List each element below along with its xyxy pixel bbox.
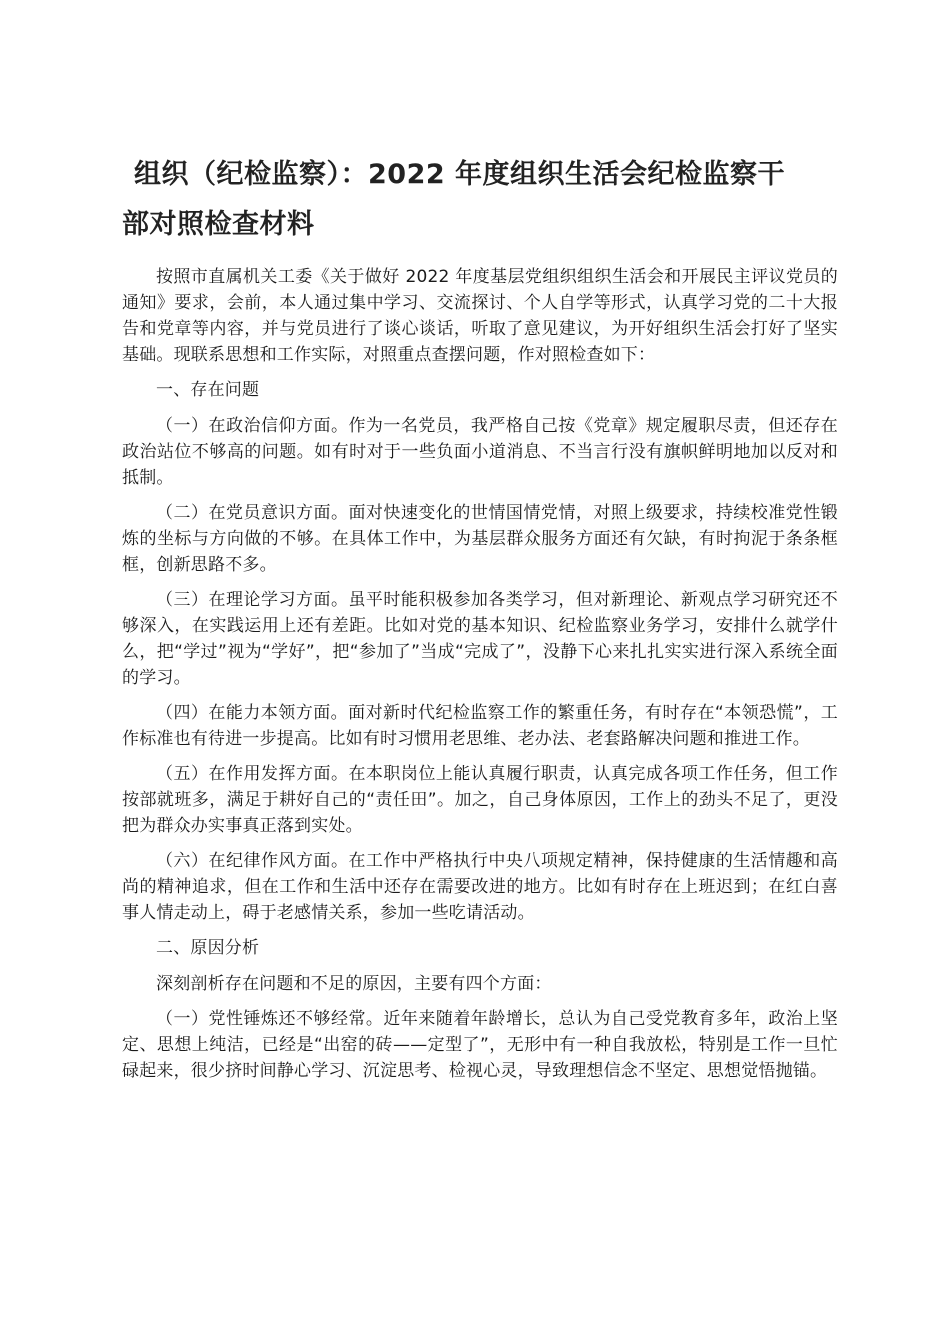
cause-intro-paragraph: 深刻剖析存在问题和不足的原因，主要有四个方面： — [156, 974, 552, 994]
problem-paragraph-3: （三）在理论学习方面。虽平时能积极参加各类学习，但对新理论、新观点学习研究还不够深入，在实践运用上还有差距。比如对党的基本知识、纪检监察业务学习，安排什么就学什么，把“学过”视为“学好”，把“参加了”当成“完成了”，没静下心来扎扎实实进行深入系统全面的学习。 — [122, 590, 838, 688]
problem-paragraph-6: （六）在纪律作风方面。在工作中严格执行中央八项规定精神，保持健康的生活情趣和高尚的精神追求，但在工作和生活中还存在需要改进的地方。比如有时存在上班迟到；在红白喜事人情走动上，碍于老感情关系，参加一些吃请活动。 — [122, 851, 838, 923]
intro-paragraph: 按照市直属机关工委《关于做好 2022 年度基层党组织组织生活会和开展民主评议党员的通知》要求，会前，本人通过集中学习、交流探讨、个人自学等形式，认真学习党的二十大报告和党章等内容，并与党员进行了谈心谈话，听取了意见建议，为开好组织生活会打好了坚实基础。现联系思想和工作实际，对照重点查摆问题，作对照检查如下： — [122, 267, 838, 365]
problem-paragraph-4: （四）在能力本领方面。面对新时代纪检监察工作的繁重任务，有时存在“本领恐慌”，工作标准也有待进一步提高。比如有时习惯用老思维、老办法、老套路解决问题和推进工作。 — [122, 703, 838, 749]
section-heading-causes: 二、原因分析 — [156, 938, 260, 958]
document-body — [122, 264, 838, 1084]
document-page — [122, 150, 838, 1093]
problem-paragraph-2: （二）在党员意识方面。面对快速变化的世情国情党情，对照上级要求，持续校准党性锻炼的坐标与方向做的不够。在具体工作中，为基层群众服务方面还有欠缺，有时拘泥于条条框框，创新思路不多。 — [122, 503, 838, 575]
problem-paragraph-5: （五）在作用发挥方面。在本职岗位上能认真履行职责，认真完成各项工作任务，但工作按部就班多，满足于耕好自己的“责任田”。加之，自己身体原因，工作上的劲头不足了，更没把为群众办实事真正落到实处。 — [122, 764, 838, 836]
section-heading-problems: 一、存在问题 — [156, 380, 260, 400]
cause-paragraph-1: （一）党性锤炼还不够经常。近年来随着年龄增长，总认为自己受党教育多年，政治上坚定、思想上纯洁，已经是“出窑的砖——定型了”，无形中有一种自我放松，特别是工作一旦忙碌起来，很少挤时间静心学习、沉淀思考、检视心灵，导致理想信念不坚定、思想觉悟抛锚。 — [122, 1009, 838, 1081]
title-line-1: 组织（纪检监察）：2022 年度组织生活会纪检监察干 — [134, 159, 786, 190]
document-title — [122, 150, 838, 250]
title-line-2: 部对照检查材料 — [122, 209, 315, 240]
problem-paragraph-1: （一）在政治信仰方面。作为一名党员，我严格自己按《党章》规定履职尽责，但还存在政治站位不够高的问题。如有时对于一些负面小道消息、不当言行没有旗帜鲜明地加以反对和抵制。 — [122, 416, 838, 488]
